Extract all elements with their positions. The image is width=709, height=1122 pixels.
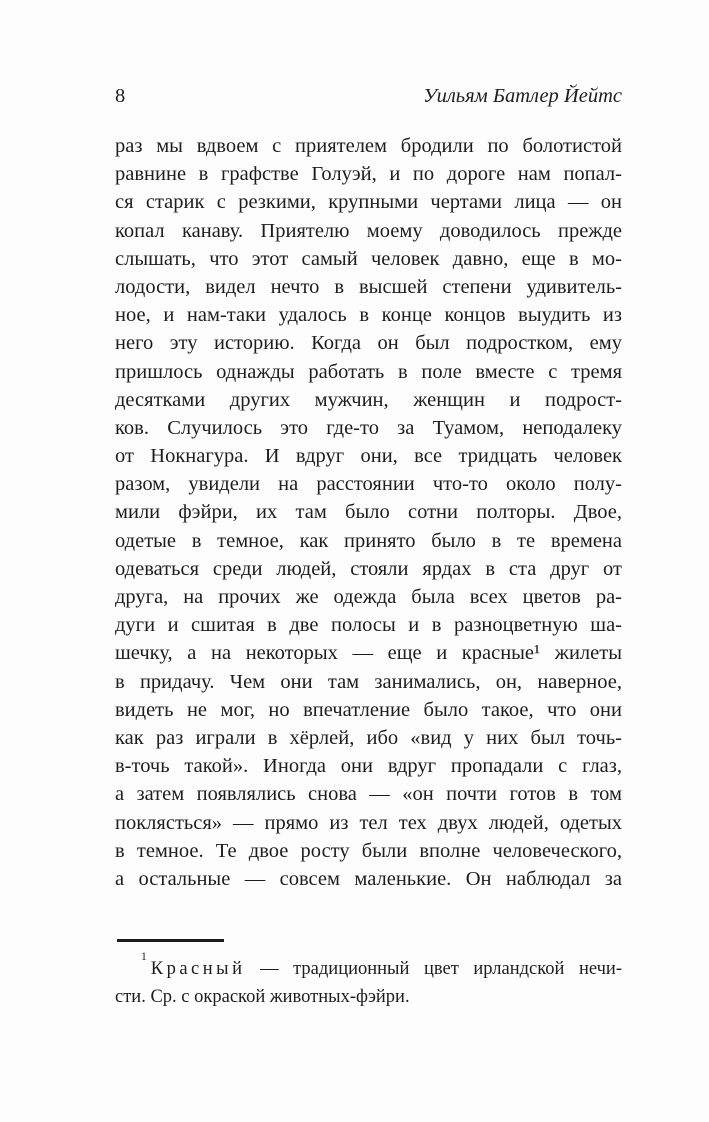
text-line: разом, увидели на расстоянии что-то около полу- — [115, 473, 622, 496]
footnote-divider — [117, 939, 224, 942]
text-line: копал канаву. Приятелю моему доводилось прежде — [115, 219, 622, 242]
text-line: в темное. Те двое росту были вполне человеческого, — [115, 839, 622, 862]
text-line: от Нокнагура. И вдруг они, все тридцать человек — [115, 445, 622, 468]
text-line: а остальные — совсем маленькие. Он наблюдал за — [115, 867, 622, 890]
text-line: ное, и нам-таки удалось в конце концов выудить из — [115, 304, 622, 327]
text-line: раз мы вдвоем с приятелем бродили по болотистой — [115, 135, 622, 157]
text-line: дуги и сшитая в две полосы и в разноцветную ша- — [115, 614, 622, 637]
text-line: друга, на прочих же одежда была всех цветов ра- — [115, 586, 622, 608]
text-line: одетые в темное, как принято было в те времена — [115, 529, 622, 552]
text-line: шечку, а на некоторых — еще и красные¹ жилеты — [115, 642, 622, 665]
body-text — [115, 132, 622, 893]
text-line: одеваться среди людей, стояли ярдах в ста друг от — [115, 557, 622, 580]
footnote-marker: 1 — [141, 951, 147, 963]
footnote — [115, 951, 622, 1011]
text-line: слышать, что этот самый человек давно, еще в мо- — [115, 247, 622, 270]
text-line: лодости, видел нечто в высшей степени удивитель- — [115, 275, 622, 298]
footnote-term: Красный — [150, 959, 246, 980]
footnote-line: сти. Ср. с окраской животных-фэйри. — [115, 986, 410, 1007]
text-line: как раз играли в хёрлей, ибо «вид у них был точь- — [115, 726, 622, 749]
page-number: 8 — [115, 85, 126, 107]
text-line: а затем появлялись снова — «он почти готов в том — [115, 783, 622, 806]
text-line: равнине в графстве Голуэй, и по дороге нам попал- — [115, 163, 622, 186]
text-line: в придачу. Чем они там занимались, он, наверное, — [115, 670, 622, 693]
footnote-line — [115, 951, 622, 984]
text-line: ся старик с резкими, крупными чертами лица — он — [115, 191, 622, 214]
footnote-text: — традиционный цвет ирландской нечи- — [260, 959, 622, 980]
text-line: десятками других мужчин, женщин и подрост- — [115, 388, 622, 411]
text-line: поклясться» — прямо из тел тех двух людей, одетых — [115, 811, 622, 834]
running-title: Уильям Батлер Йейтс — [423, 85, 622, 107]
text-line: видеть не мог, но впечатление было такое, что они — [115, 698, 622, 721]
text-line: ков. Случилось это где-то за Туамом, неподалеку — [115, 416, 622, 439]
text-line: мили фэйри, их там было сотни полторы. Двое, — [115, 501, 622, 524]
text-line: пришлось однажды работать в поле вместе с тремя — [115, 360, 622, 383]
page-header — [115, 85, 622, 108]
text-line: него эту историю. Когда он был подростком, ему — [115, 332, 622, 355]
text-line: в-точь такой». Иногда они вдруг пропадали с глаз, — [115, 755, 622, 778]
